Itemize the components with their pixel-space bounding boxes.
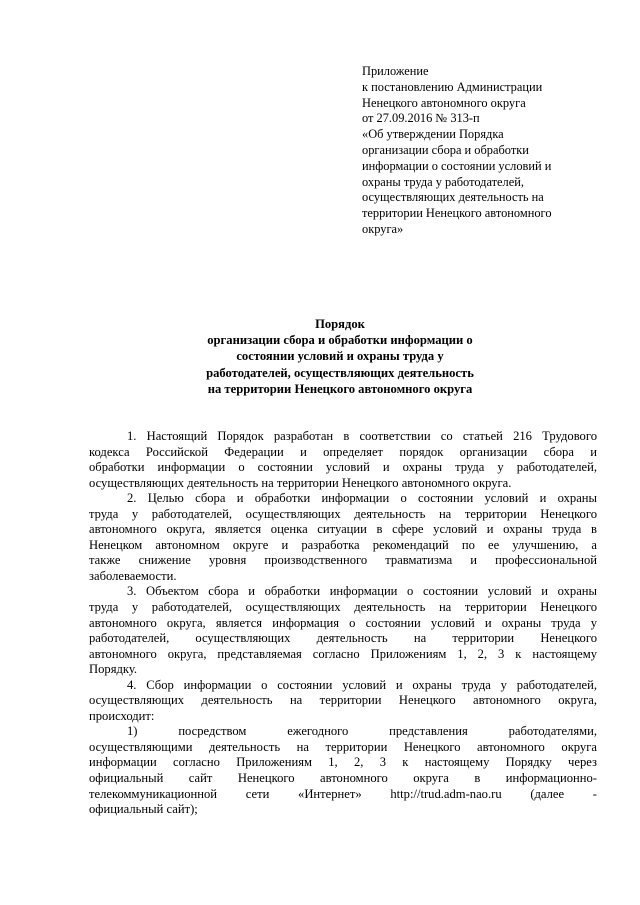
appendix-line: «Об утверждении Порядка (362, 127, 504, 142)
appendix-line: Приложение (362, 64, 429, 78)
paragraph-1 (89, 429, 597, 491)
appendix-line: Ненецкого автономного округа (362, 95, 526, 110)
body-line: 4. Сбор информации о состоянии условий и охраны труда у работодателей, (127, 677, 597, 692)
appendix-line: информации о состоянии условий и (362, 158, 552, 173)
body-line: телекоммуникационной сети «Интернет» http://trud.adm-nao.ru (далее - (89, 786, 597, 801)
body-line: официальный сайт Ненецкого автономного округа в информационно- (89, 771, 597, 786)
body-line: происходит: (89, 708, 155, 723)
title-line: на территории Ненецкого автономного округа (207, 381, 473, 396)
body-line: заболеваемости. (89, 568, 177, 583)
body-line: осуществляющими деятельность на территории Ненецкого автономного округа (89, 739, 597, 754)
body-line: 3. Объектом сбора и обработки информации о состоянии условий и охраны (127, 584, 597, 599)
body-line: обработки информации о состоянии условий и охраны труда у работодателей, (89, 460, 597, 475)
appendix-line: организации сбора и обработки (362, 142, 529, 157)
body-line: 1. Настоящий Порядок разработан в соответствии со статьей 216 Трудового (127, 429, 597, 443)
document-title (120, 316, 560, 397)
body-line: труда у работодателей, осуществляющих деятельность на территории Ненецкого (89, 600, 597, 615)
body-line: труда у работодателей, осуществляющих деятельность на территории Ненецкого (89, 506, 597, 521)
body-line: 1) посредством ежегодного представления работодателями, (127, 724, 597, 739)
appendix-line: территории Ненецкого автономного (362, 206, 552, 221)
paragraph-4 (89, 678, 597, 725)
appendix-note (362, 64, 612, 238)
title-line: состоянии условий и охраны труда у (236, 349, 444, 364)
body-line: осуществляющих деятельность на территории Ненецкого автономного округа. (89, 475, 512, 490)
title-line: организации сбора и обработки информации о (207, 333, 473, 348)
body-line: автономного округа, представляемая согласно Приложениям 1, 2, 3 к настоящему (89, 646, 597, 661)
appendix-line: охраны труда у работодателей, (362, 174, 524, 189)
paragraph-2 (89, 491, 597, 584)
body-line: официальный сайт); (89, 802, 198, 817)
body-line: автономного округа, является информация о состоянии условий и охраны труда у (89, 615, 597, 630)
body-line: работодателей, осуществляющих деятельность на территории Ненецкого (89, 631, 597, 646)
body-line: информации согласно Приложениям 1, 2, 3 к настоящему Порядку через (89, 755, 597, 770)
appendix-line: осуществляющих деятельность на (362, 190, 544, 205)
document-body (89, 429, 597, 818)
appendix-line: от 27.09.2016 № 313-п (362, 111, 480, 126)
appendix-line: округа» (362, 221, 404, 236)
body-line: Ненецком автономном округе и разработка рекомендаций по ее улучшению, а (89, 537, 597, 552)
title-line: Порядок (315, 317, 365, 331)
body-line: также снижение уровня производственного травматизма и профессиональной (89, 553, 597, 568)
body-line: осуществляющих деятельность на территории Ненецкого автономного округа, (89, 693, 597, 708)
paragraph-4-item-1 (89, 724, 597, 817)
body-line: 2. Целью сбора и обработки информации о состоянии условий и охраны (127, 491, 597, 506)
body-line: кодекса Российской Федерации и определяет порядок организации сбора и (89, 444, 597, 459)
title-line: работодателей, осуществляющих деятельность (206, 365, 474, 380)
paragraph-3 (89, 584, 597, 677)
body-line: Порядку. (89, 662, 138, 677)
appendix-line: к постановлению Администрации (362, 79, 543, 94)
body-line: автономного округа, является оценка ситуации в сфере условий и охраны труда в (89, 522, 597, 537)
